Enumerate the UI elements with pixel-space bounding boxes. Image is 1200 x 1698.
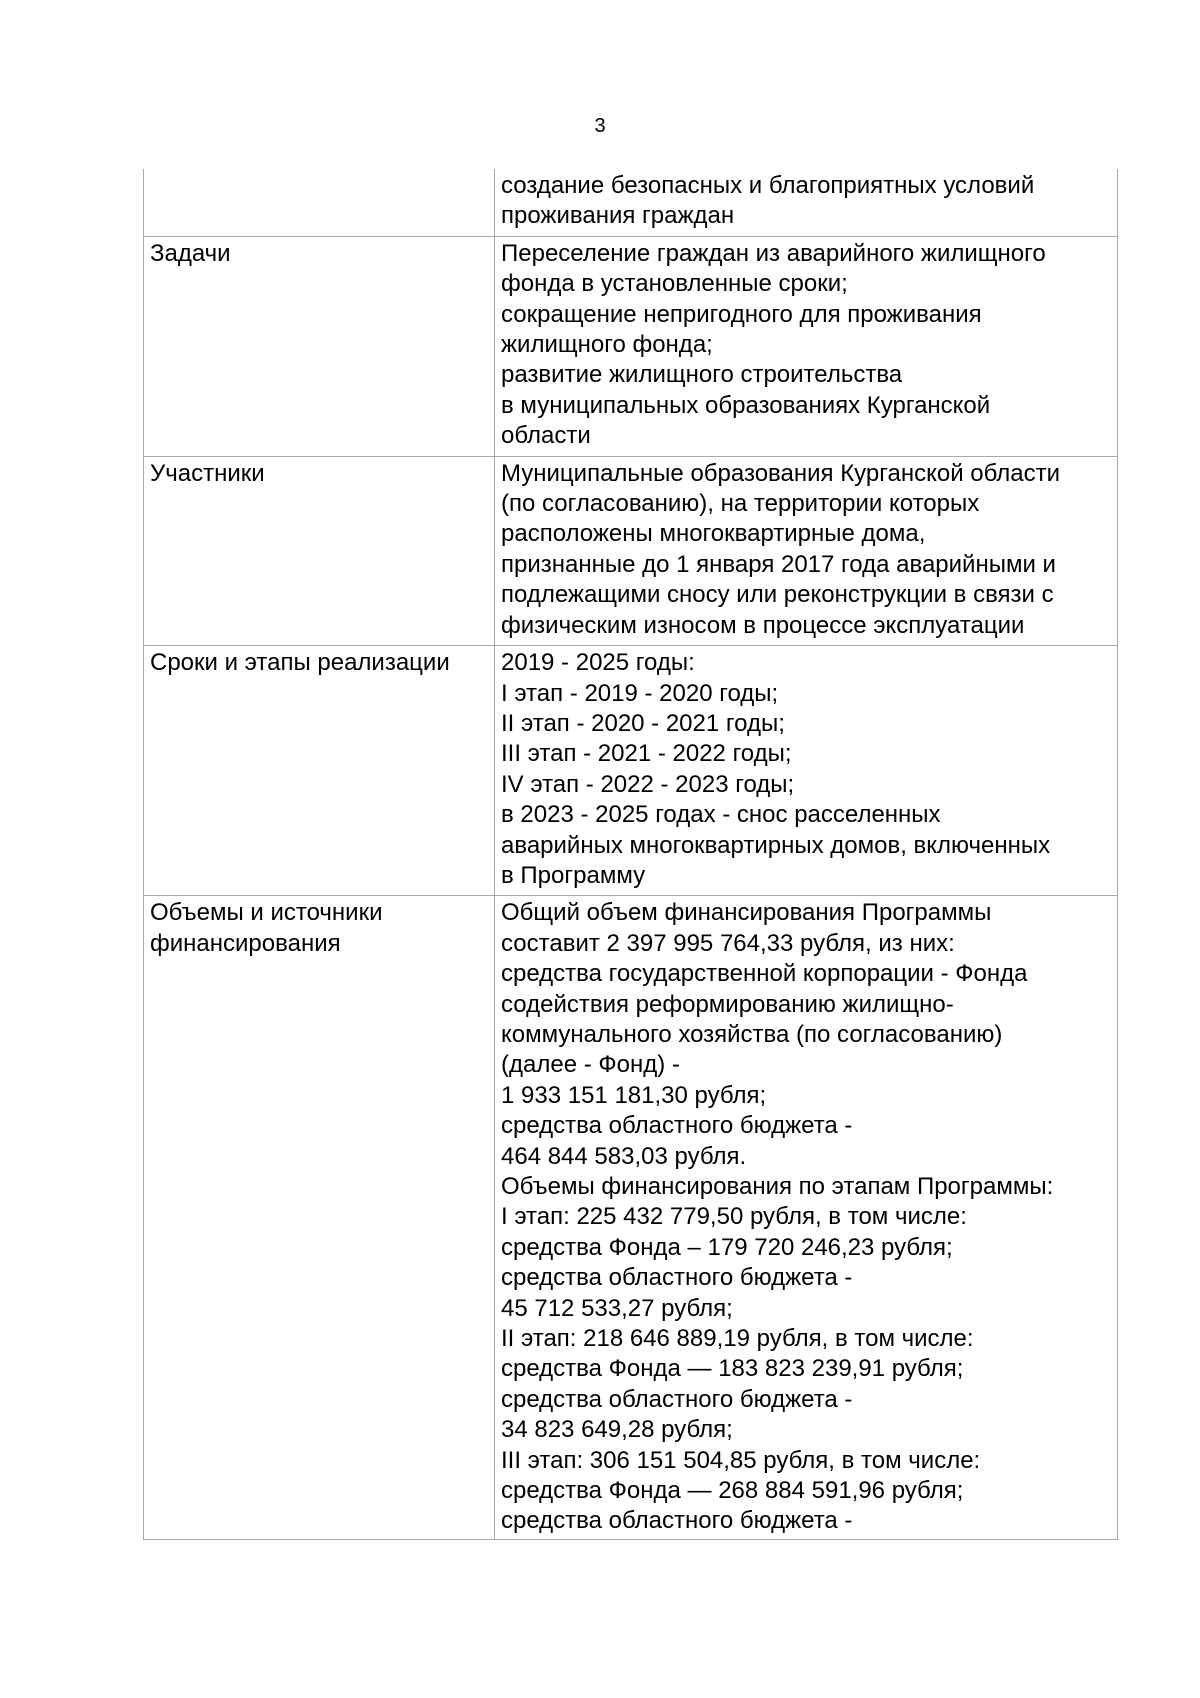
row-label: Участники [144,456,495,645]
table-row-funding [144,896,1118,1540]
row-value: Общий объем финансирования Программы составит 2 397 995 764,33 рубля, из них: средства государственной корпорации - Фонда содействия реформированию жилищно- коммунального хозяйства (по согласованию) (далее - Фонд) - 1 933 151 181,30 рубля; средства областного бюджета - 464 844 583,03 рубля. Объемы финансирования по этапам Программы: I этап: 225 432 779,50 рубля, в том числе: средства Фонда – 179 720 246,23 рубля; средства областного бюджета - 45 712 533,27 рубля; II этап: 218 646 889,19 рубля, в том числе: средства Фонда — 183 823 239,91 рубля; средства областного бюджета - 34 823 649,28 рубля; III этап: 306 151 504,85 рубля, в том числе: средства Фонда — 268 884 591,96 рубля; средства областного бюджета - [495,896,1118,1540]
table-row-goal-continuation [144,169,1118,236]
row-label [144,169,495,236]
table-row-participants [144,456,1118,645]
row-value: 2019 - 2025 годы: I этап - 2019 - 2020 годы; II этап - 2020 - 2021 годы; III этап - 2021 - 2022 годы; IV этап - 2022 - 2023 годы; в 2023 - 2025 годах - снос расселенных аварийных многоквартирных домов, включенных в Программу [495,646,1118,896]
row-label: Задачи [144,236,495,456]
table-row-tasks [144,236,1118,456]
program-passport-table [143,169,1118,1540]
page-number: 3 [594,115,606,137]
table-row-timeline [144,646,1118,896]
row-value: Муниципальные образования Курганской области (по согласованию), на территории которых расположены многоквартирные дома, признанные до 1 января 2017 года аварийными и подлежащими сносу или реконструкции в связи с физическим износом в процессе эксплуатации [495,456,1118,645]
row-value: Переселение граждан из аварийного жилищного фонда в установленные сроки; сокращение непригодного для проживания жилищного фонда; развитие жилищного строительства в муниципальных образованиях Курганской области [495,236,1118,456]
row-value: создание безопасных и благоприятных условий проживания граждан [495,169,1118,236]
row-label: Сроки и этапы реализации [144,646,495,896]
row-label: Объемы и источники финансирования [144,896,495,1540]
